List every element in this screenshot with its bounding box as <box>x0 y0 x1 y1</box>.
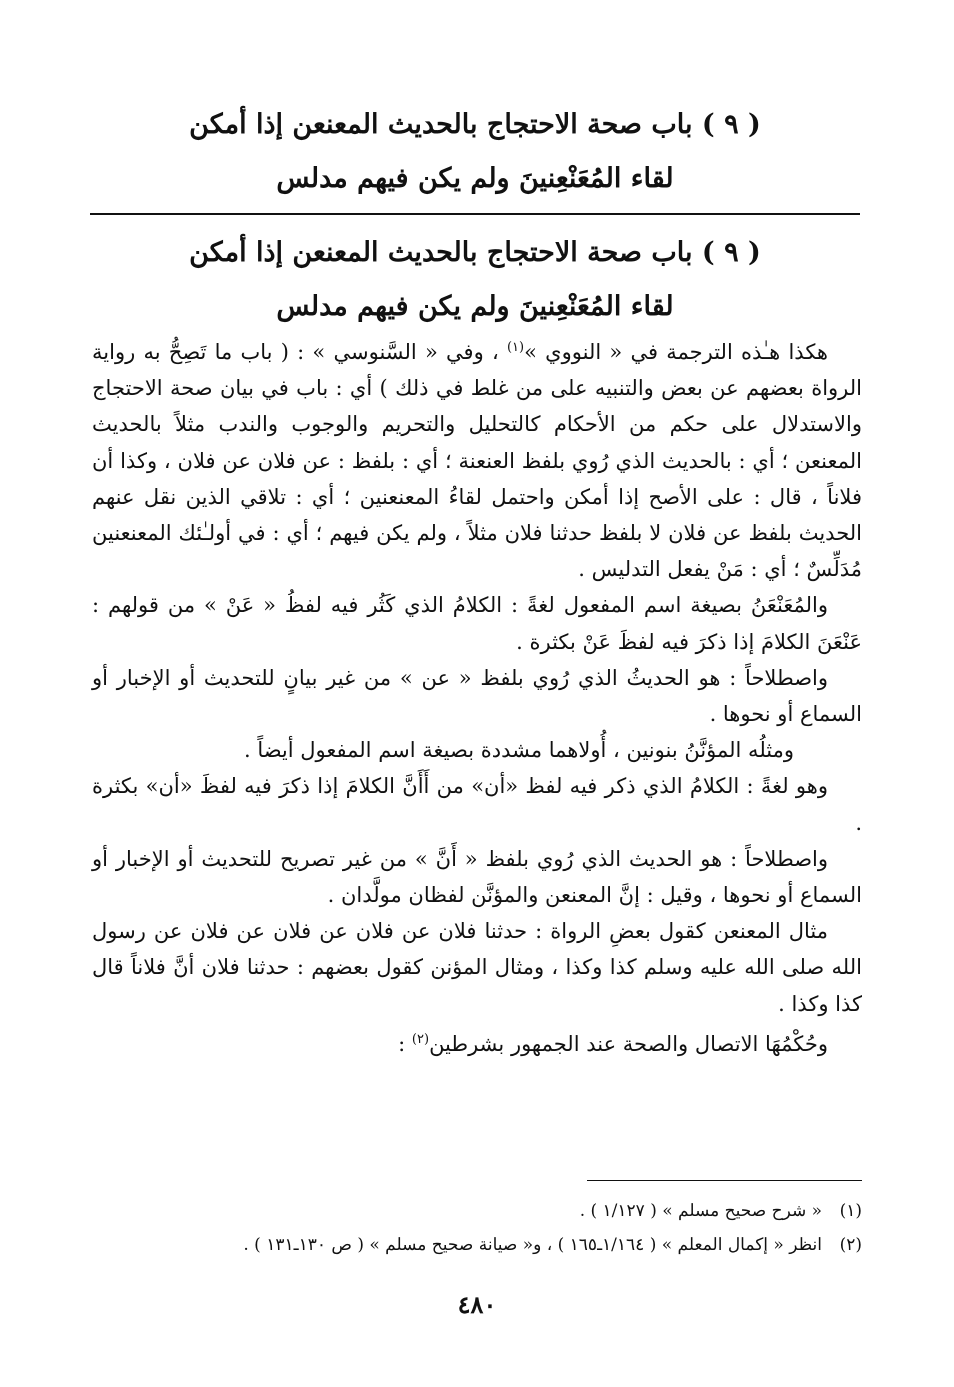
chapter-heading-line-2: لقاء المُعَنْعِنينَ ولم يكن فيهم مدلس <box>276 163 674 194</box>
paragraph-5: وهو لغةً : الكلامُ الذي ذكر فيه لفظ «أن» من أَأَنَّ الكلامَ إذا ذكرَ فيه لفظَ «أن» بكثرة . <box>92 774 862 835</box>
footnote-ref-2: (٢) <box>411 1031 430 1047</box>
chapter-heading <box>90 98 860 206</box>
paragraph-1-start: هكذا هـٰذه الترجمة في « النووي » <box>524 340 829 364</box>
footnote-ref-1: (١) <box>506 340 525 355</box>
paragraph-8 <box>92 1022 862 1062</box>
paragraph-8-start: وحُكْمُهَا الاتصال والصحة عند الجمهور بشرطين <box>429 1031 828 1056</box>
section-heading-line-1: ( ٩ ) باب صحة الاحتجاج بالحديث المعنعن إذا أمكن <box>189 237 761 268</box>
section-heading <box>90 226 860 334</box>
page-number: ٤٨٠ <box>457 1290 497 1319</box>
footnote-2-number: (٢) <box>839 1235 862 1255</box>
paragraph-4: ومثلُه المؤنَّنُ بنونين ، أُولاهما مشددة بصيغة اسم المفعول أيضاً . <box>243 738 794 763</box>
footnote-1-number: (١) <box>839 1201 862 1221</box>
footnote-1-text: « شرح صحيح مسلم » ( ١/١٢٧ ) . <box>579 1201 822 1221</box>
footnote-divider <box>587 1180 862 1181</box>
paragraph-8-end: : <box>398 1031 412 1056</box>
footnote-2-text: انظر « إكمال المعلم » ( ١/١٦٤ـ١٦٥ ) ، و« صيانة صحيح مسلم » ( ص ١٣٠ـ١٣١ ) . <box>243 1235 822 1255</box>
footnote-2 <box>92 1228 862 1262</box>
paragraph-2: والمُعَنْعَنُ بصيغة اسم المفعول لغةً : الكلامُ الذي كَثُر فيه لفظُ « عَنْ » من قولهم : عَنْعَنَ الكلامَ إذا ذكرَ فيه لفظَ عَنْ بكثرة . <box>92 593 862 654</box>
paragraph-1 <box>92 330 862 587</box>
paragraph-1-rest: ، وفي « السَّنوسي » : ( باب ما تَصِحُّ به رواية الرواة بعضهم عن بعض والتنبيه على من غلط في ذلك ) أي : باب في بيان صحة الاحتجاج والاستدلال على حكم من الأحكام كالتحليل والتحريم والوجوب والندب مثلاً بالحديث المعنعن ؛ أي : بالحديث الذي رُوي بلفظ العنعنة ؛ أي : بلفظ : عن فلان عن فلان ، وكذا أن فلاناً ، قال : على الأصح إذا أمكن واحتمل لقاءُ المعنعنين ؛ أي : تلاقي الذين نقل عنهم الحديث بلفظ عن فلان لا بلفظ حدثنا فلان مثلاً ، ولم يكن فيهم ؛ أي : في أولـٰئك المعنعنين مُدَلِّسٌ ؛ أي : مَنْ يفعل التدليس . <box>92 340 862 582</box>
footnotes <box>92 1194 862 1262</box>
body-text <box>92 330 862 1062</box>
paragraph-3: واصطلاحاً : هو الحديثُ الذي رُوي بلفظ « عن » من غير بيانٍ للتحديث أو الإخبار أو السماع أو نحوها . <box>92 665 862 727</box>
paragraph-7: مثال المعنعن كقول بعضِ الرواة : حدثنا فلان عن فلان عن فلان عن فلان عن رسول الله صلى الله عليه وسلم كذا وكذا ، ومثال المؤنن كقول بعضهم : حدثنا فلان أنَّ فلاناً قال كذا وكذا . <box>92 919 862 1016</box>
section-heading-line-2: لقاء المُعَنْعِنينَ ولم يكن فيهم مدلس <box>276 291 674 322</box>
footnote-1 <box>92 1194 862 1228</box>
chapter-heading-line-1: ( ٩ ) باب صحة الاحتجاج بالحديث المعنعن إذا أمكن <box>189 109 761 140</box>
header-divider <box>90 213 860 215</box>
paragraph-6: واصطلاحاً : هو الحديث الذي رُوي بلفظ « أَنَّ » من غير تصريح للتحديث أو الإخبار أو السماع أو نحوها ، وقيل : إنَّ المعنعن والمؤنَّن لفظان مولَّدان . <box>92 846 862 908</box>
